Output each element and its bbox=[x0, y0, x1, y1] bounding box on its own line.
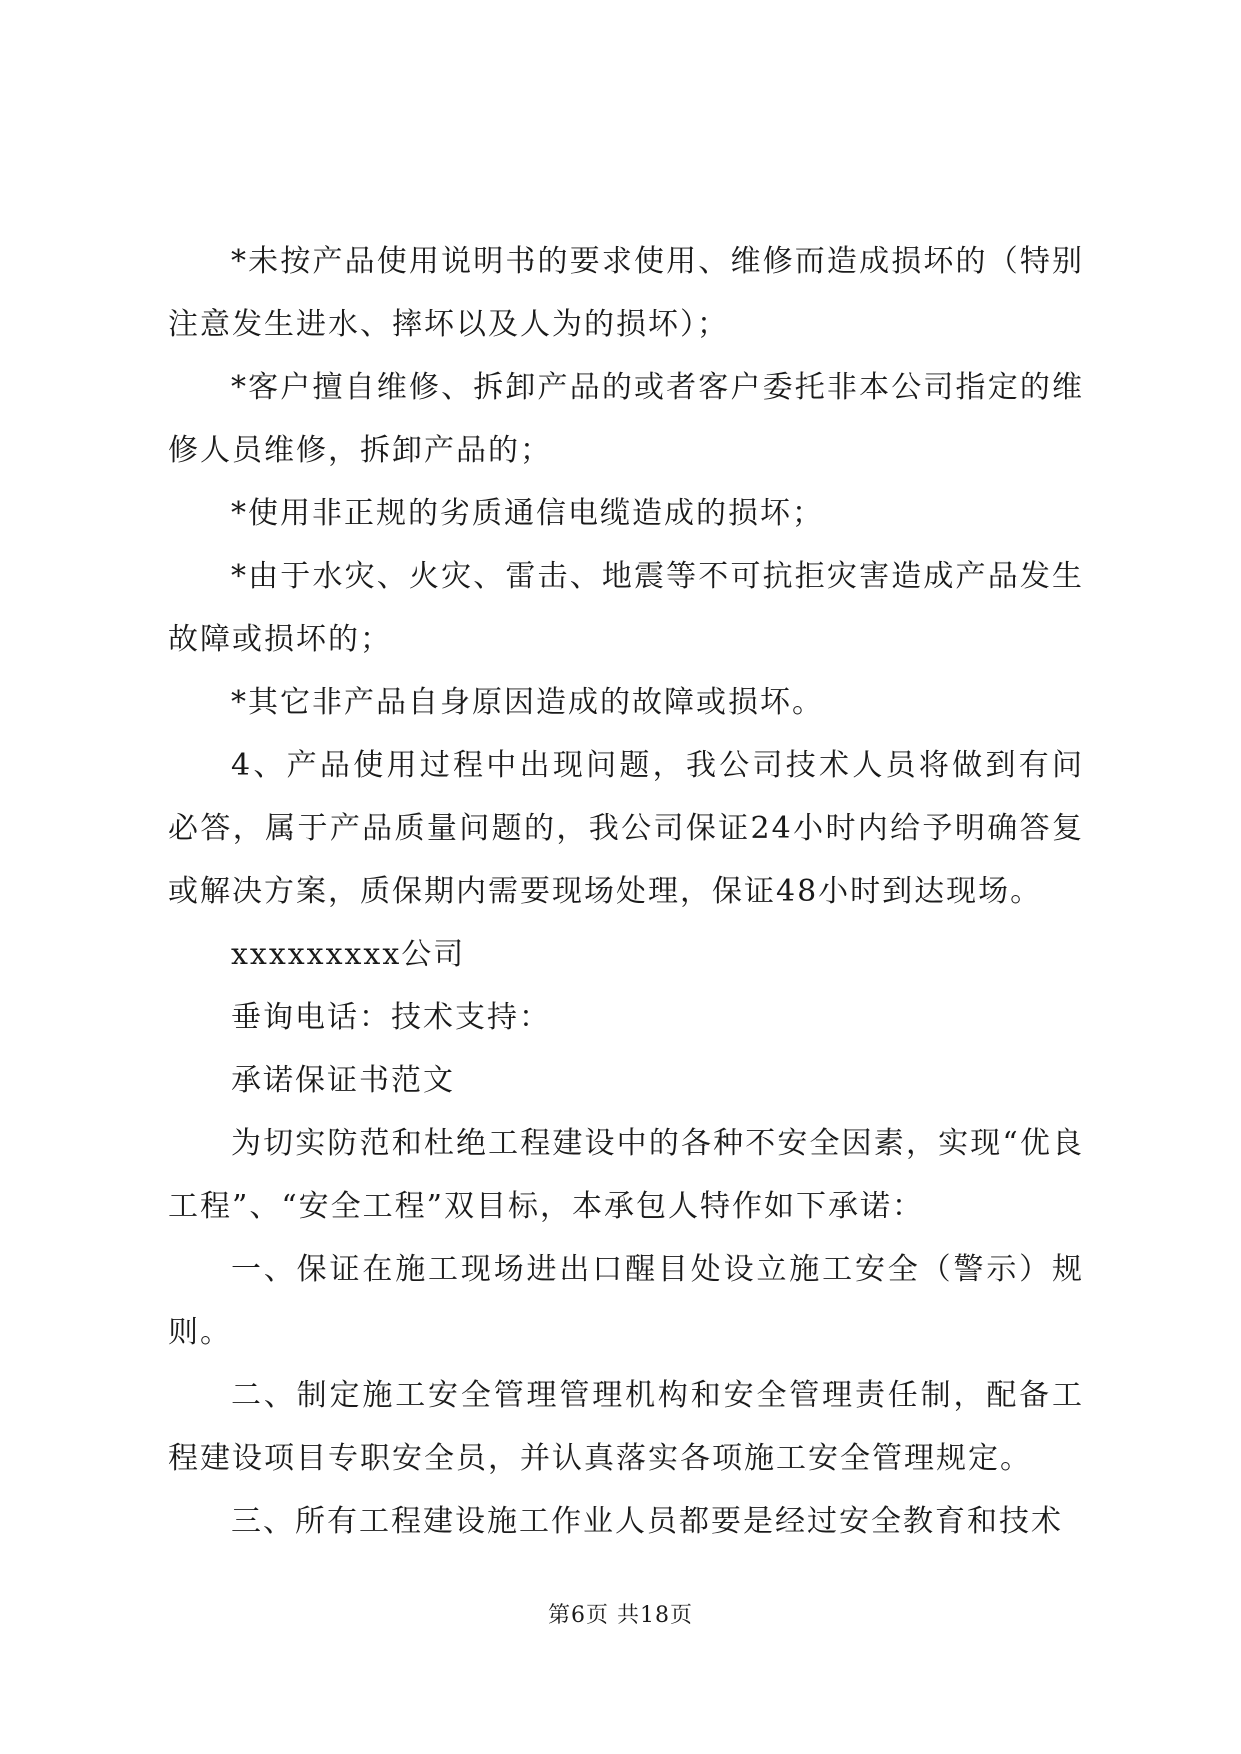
paragraph-item-1: 一、保证在施工现场进出口醒目处设立施工安全（警示）规则。 bbox=[168, 1252, 1084, 1350]
paragraph-item-4: 4、产品使用过程中出现问题，我公司技术人员将做到有问必答，属于产品质量问题的，我公司保证24小时内给予明确答复或解决方案，质保期内需要现场处理，保证48小时到达现场。 bbox=[168, 748, 1084, 909]
paragraph-clause-disaster: *由于水灾、火灾、雷击、地震等不可抗拒灾害造成产品发生故障或损坏的； bbox=[168, 559, 1084, 657]
company-name: xxxxxxxxx公司 bbox=[231, 937, 466, 972]
page-footer: 第6页 共18页 bbox=[548, 1603, 693, 1628]
section-title: 承诺保证书范文 bbox=[231, 1063, 455, 1098]
contact-line: 垂询电话：技术支持： bbox=[231, 1000, 551, 1035]
paragraph-item-3: 三、所有工程建设施工作业人员都要是经过安全教育和技术 bbox=[231, 1504, 1063, 1539]
paragraph-clause-misuse: *未按产品使用说明书的要求使用、维修而造成损坏的（特别注意发生进水、摔坏以及人为的损坏）； bbox=[168, 244, 1084, 342]
paragraph-clause-other: *其它非产品自身原因造成的故障或损坏。 bbox=[231, 685, 824, 720]
paragraph-item-2: 二、制定施工安全管理管理机构和安全管理责任制，配备工程建设项目专职安全员，并认真落实各项施工安全管理规定。 bbox=[168, 1378, 1084, 1476]
document-body bbox=[168, 230, 1084, 1553]
paragraph-clause-cable: *使用非正规的劣质通信电缆造成的损坏； bbox=[231, 496, 824, 531]
paragraph-intro: 为切实防范和杜绝工程建设中的各种不安全因素，实现“优良工程”、“安全工程”双目标，本承包人特作如下承诺： bbox=[168, 1126, 1084, 1224]
paragraph-clause-unauthorized-repair: *客户擅自维修、拆卸产品的或者客户委托非本公司指定的维修人员维修，拆卸产品的； bbox=[168, 370, 1084, 468]
